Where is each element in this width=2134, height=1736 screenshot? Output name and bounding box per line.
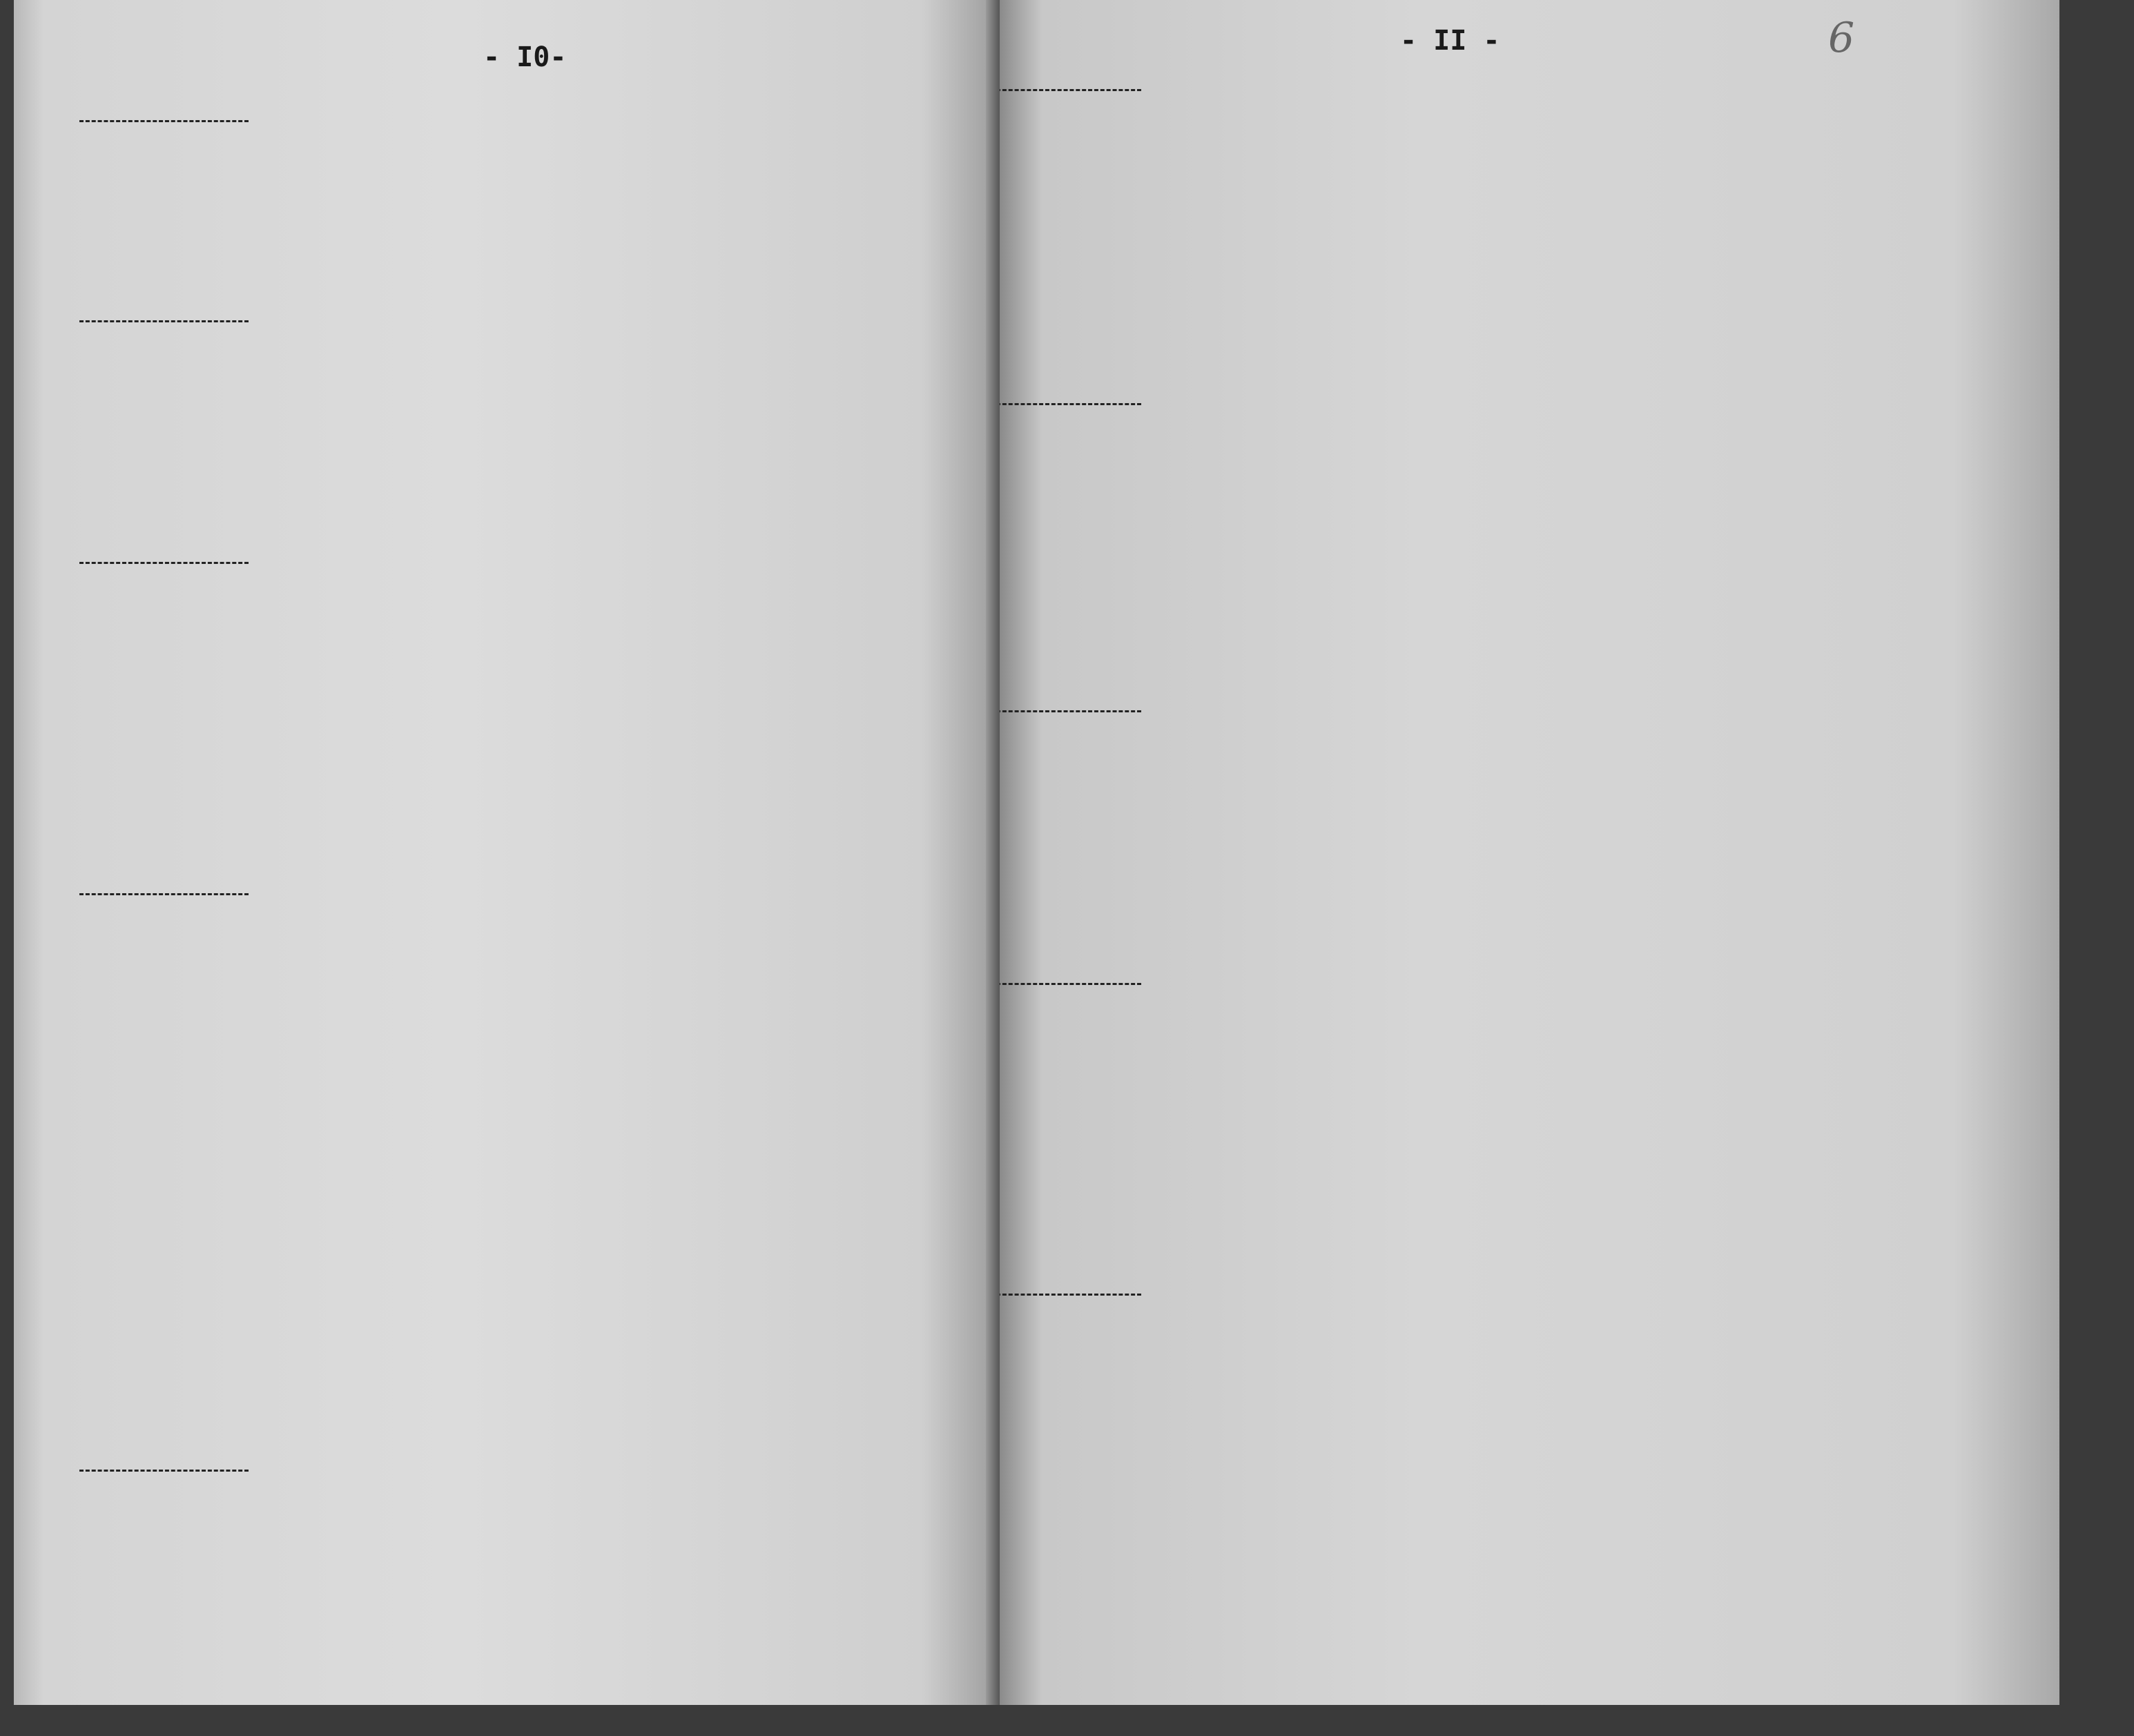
inventory-row [1000, 1374, 2056, 1404]
inventory-row [14, 1539, 994, 1570]
inventory-row [1000, 1094, 2056, 1124]
inventory-row [14, 597, 994, 627]
inventory-row [14, 1664, 994, 1694]
inventory-row [14, 756, 994, 786]
inventory-row [14, 980, 994, 1011]
inventory-row [1000, 480, 2056, 510]
header-underline [79, 120, 249, 122]
inventory-row [14, 152, 994, 182]
inventory-row [1000, 1577, 2056, 1608]
right-page-number: - II - [1400, 25, 1500, 57]
header-underline [1000, 403, 1141, 405]
inventory-row [14, 352, 994, 382]
header-underline [79, 320, 249, 322]
header-underline [79, 893, 249, 895]
inventory-row [1000, 176, 2056, 206]
inventory-row [1000, 645, 2056, 676]
inventory-row [1000, 825, 2056, 855]
inventory-row [14, 1018, 994, 1049]
inventory-row [1000, 604, 2056, 634]
inventory-row [14, 393, 994, 424]
inventory-row [14, 1160, 994, 1190]
inventory-row [1000, 438, 2056, 469]
inventory-row [1000, 563, 2056, 593]
inventory-row [1000, 1415, 2056, 1445]
inventory-row [1000, 1177, 2056, 1207]
header-underline [79, 1470, 249, 1472]
inventory-row [1000, 1332, 2056, 1363]
left-page [14, 0, 1001, 1705]
inventory-row [14, 476, 994, 507]
inventory-row [14, 1122, 994, 1152]
inventory-row [1000, 1135, 2056, 1166]
inventory-row [14, 797, 994, 828]
inventory-row [14, 235, 994, 265]
left-page-number: - I0- [483, 41, 567, 73]
inventory-row [14, 1581, 994, 1611]
inventory-row [1000, 1053, 2056, 1083]
inventory-row [1000, 135, 2056, 165]
header-underline [1000, 983, 1141, 985]
inventory-row [1000, 908, 2056, 938]
inventory-row [14, 1336, 994, 1366]
inventory-row [14, 714, 994, 745]
header-underline [1000, 1294, 1141, 1296]
inventory-row [14, 676, 994, 707]
inventory-row [14, 1498, 994, 1528]
header-underline [1000, 710, 1141, 712]
right-page [1000, 0, 2059, 1705]
inventory-row [1000, 1501, 2056, 1532]
inventory-row [1000, 866, 2056, 897]
inventory-row [14, 192, 994, 222]
inventory-row [1000, 259, 2056, 289]
inventory-row [1000, 521, 2056, 552]
header-underline [79, 562, 249, 564]
inventory-row [14, 435, 994, 465]
inventory-row [1000, 783, 2056, 814]
inventory-row [1000, 338, 2056, 369]
header-underline [1000, 89, 1141, 91]
inventory-row [1000, 1011, 2056, 1042]
inventory-row [14, 1253, 994, 1283]
page-corner-mark: 6 [1828, 14, 1855, 62]
inventory-row [1000, 217, 2056, 248]
inventory-row [14, 1294, 994, 1325]
inventory-row [1000, 1456, 2056, 1487]
inventory-row [14, 1622, 994, 1652]
inventory-row [14, 1201, 994, 1231]
inventory-row [1000, 742, 2056, 772]
inventory-row [1000, 1536, 2056, 1566]
inventory-row [14, 928, 994, 959]
inventory-row [1000, 1218, 2056, 1249]
inventory-row [1000, 297, 2056, 327]
inventory-row [14, 635, 994, 665]
